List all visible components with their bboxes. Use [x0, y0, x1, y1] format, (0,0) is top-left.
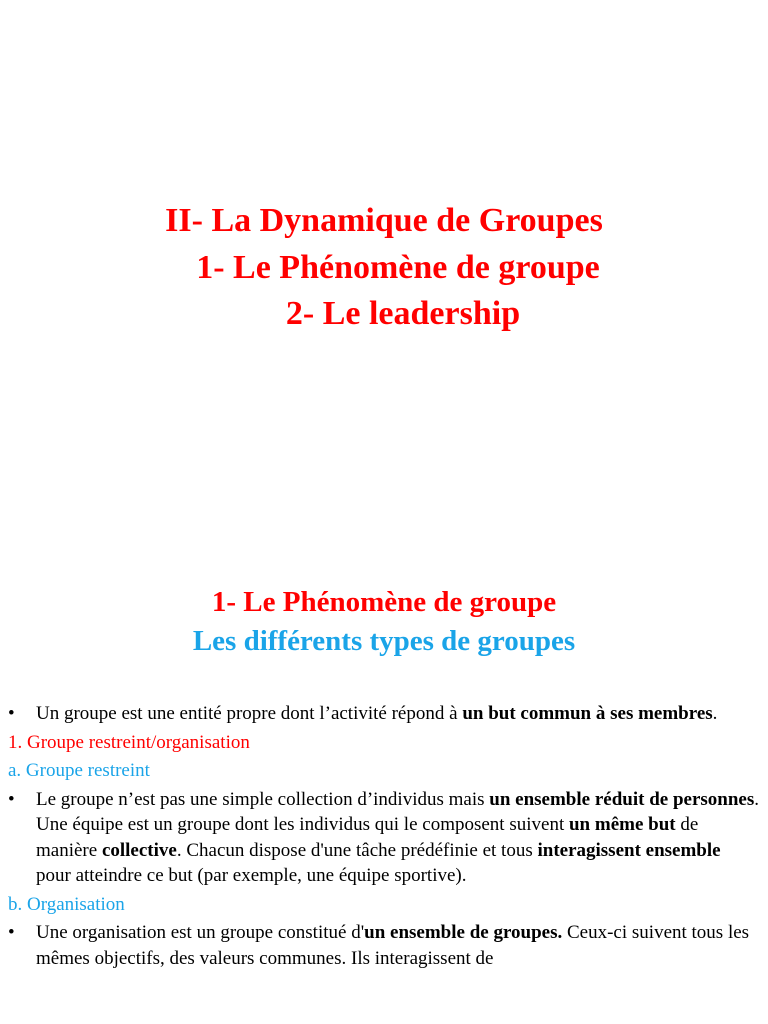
bullet-icon: • — [8, 922, 15, 943]
subsection-heading: b. Organisation — [8, 893, 125, 915]
bullet-icon: • — [8, 703, 15, 724]
paragraph-text: Le groupe n’est pas une simple collection d’individus mais — [36, 788, 490, 810]
title-line-3: 2- Le leadership — [285, 295, 521, 332]
paragraph-text: . — [754, 788, 759, 810]
paragraph-text: Une équipe est un groupe dont les individus qui le composent suivent — [36, 814, 569, 835]
bullet-item — [8, 920, 760, 971]
paragraph-organisation — [36, 920, 760, 971]
paragraph-equipe — [36, 812, 760, 889]
subsection-heading: 1. Groupe restreint/organisation — [8, 731, 250, 753]
section-subheading: Les différents types de groupes — [192, 625, 576, 657]
paragraph-text: de manière — [36, 814, 699, 861]
paragraph-text: Ceux-ci suivent tous les mêmes objectifs, des valeurs communes. Ils interagissent de — [36, 922, 750, 969]
paragraph-bold: interagissent ensemble — [537, 839, 721, 861]
paragraph-definition — [36, 701, 760, 727]
paragraph-bold: un ensemble réduit de personnes — [489, 788, 755, 810]
paragraph-bold: un même but — [568, 814, 676, 835]
paragraph-text: Un groupe est une entité propre dont l’activité répond à — [36, 703, 463, 724]
slide-body — [8, 701, 760, 971]
bullet-item — [8, 701, 760, 727]
paragraph-text: pour atteindre ce but (par exemple, une équipe sportive). — [36, 865, 467, 886]
title-line-1: II- La Dynamique de Groupes — [165, 202, 603, 239]
paragraph-text: . — [712, 703, 718, 724]
section-heading: 1- Le Phénomène de groupe — [211, 586, 557, 618]
subsection-heading: a. Groupe restreint — [8, 760, 150, 781]
paragraph-text: Une organisation est un groupe constitué d' — [36, 922, 365, 943]
paragraph-bold: collective — [101, 839, 177, 861]
bullet-item — [8, 787, 760, 889]
paragraph-bold: un but commun à ses membres — [462, 703, 713, 724]
paragraph-groupe-restreint — [36, 787, 760, 813]
title-line-2: 1- Le Phénomène de groupe — [196, 249, 600, 286]
paragraph-text: . Chacun dispose d'une tâche prédéfinie et tous — [176, 839, 538, 861]
bullet-icon: • — [8, 788, 15, 810]
paragraph-bold: un ensemble de groupes. — [364, 922, 563, 943]
